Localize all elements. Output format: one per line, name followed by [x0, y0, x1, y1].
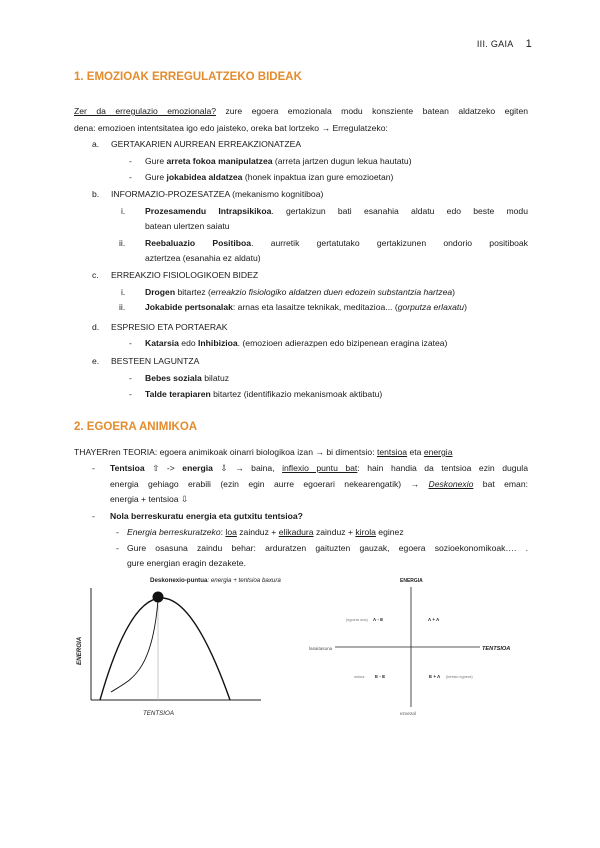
quadrant-top-label: ENERGIA — [400, 578, 423, 584]
quadrant-left-label: lasaitasuna — [309, 646, 333, 651]
energy-curve — [100, 598, 230, 700]
item-bii-line2: aztertzea (esanahia ez aldatu) — [145, 253, 261, 263]
item-bi-line1: Prozesamendu Intrapsikikoa. gertakizun bati esanahia aldatu edo beste modu — [145, 206, 528, 216]
item-bii-line1: Reebaluazio Positiboa. aurretik gertatutako gertakizunen ondorio positiboak — [145, 238, 528, 248]
q-bl-note: nekea — [354, 675, 365, 679]
q-bl-label: Ε - Ε — [375, 674, 386, 679]
section-2-title: 2. EGOERA ANIMIKOA — [74, 421, 198, 433]
item-c-title: ERREAKZIO FISIOLOGIKOEN BIDEZ — [111, 270, 259, 280]
quadrant-diagram — [309, 570, 520, 720]
item-e-title: BESTEEN LAGUNTZA — [111, 356, 200, 366]
page-header — [477, 38, 532, 50]
quadrant-bottom-label: ezoezal — [400, 711, 416, 716]
inflection-diagram — [70, 570, 281, 720]
item-b-title: INFORMAZIO-PROZESATZEA (mekanismo kognitiboa) — [111, 189, 324, 199]
s1-intro-line1: Zer da erregulazio emozionala? zure egoera emozionala modu konsziente batean aldatzeko egiten — [74, 106, 528, 116]
s2-intro: THAYERren TEORIA: egoera animikoak oinarri biologikoa izan → bi dimentsio: tentsioa eta energia — [74, 447, 453, 457]
quadrant-right-label: TENTSIOA — [482, 646, 511, 652]
q-br-note: (tentsio egoera) — [446, 675, 473, 679]
y-axis-label: ENERGIA — [76, 636, 83, 665]
q-tl-note: (egoera ona) — [346, 618, 368, 622]
page-number: 1 — [525, 38, 532, 50]
item-bi-line2: batean ulertzen saiatu — [145, 221, 230, 231]
inflection-point — [153, 592, 164, 603]
q-br-label: Ε + Λ — [429, 674, 441, 679]
item-ci: Drogen bitartez (erreakzio fisiologiko aldatzen duen edozein substantzia hartzea) — [145, 287, 456, 297]
q-tl-label: Λ - Ε — [373, 617, 384, 622]
item-d-title: ESPRESIO ETA PORTAERAK — [111, 322, 228, 332]
inflection-caption: Deskonexio-puntua: energia + tentsioa baxura — [150, 577, 281, 584]
s2-p2a: Energia berreskuratzeko: loa zainduz + elikadura zainduz + kirola eginez — [127, 527, 404, 537]
chapter-label: III. GAIA — [476, 39, 514, 49]
item-a1: Gure arreta fokoa manipulatzea (arreta jartzen dugun lekua hautatu) — [145, 156, 412, 166]
item-e2: Talde terapiaren bitartez (identifikazio mekanismoak aktibatu) — [145, 389, 383, 399]
x-axis-label: TENTSIOA — [143, 710, 174, 717]
item-cii: Jokabide pertsonalak: arnas eta lasaitze teknikak, meditazioa... (gorputza erlaxatu) — [145, 302, 467, 312]
s2-p2b-line2: gure energian eragin dezakete. — [127, 558, 246, 568]
s2-p1-line2: energia gehiago erabili (ezin egin aurre egoerari nekearengatik) → Deskonexio bat eman: — [110, 479, 528, 489]
s2-p1-line3: energia + tentsioa ⇩ — [110, 494, 189, 504]
q-tr-label: Λ + Λ — [428, 617, 440, 622]
item-a2: Gure jokabidea aldatzea (honek inpaktua izan gure emozioetan) — [145, 172, 394, 182]
item-e1: Bebes soziala bilatuz — [145, 373, 230, 383]
s2-p2-question: Nola berreskuratu energia eta gutxitu tentsioa? — [110, 511, 303, 521]
s1-intro-line2: dena: emozioen intentsitatea igo edo jaisteko, oreka bat lortzeko → Erregulatzeko: — [74, 123, 388, 133]
section-1-title: 1. EMOZIOAK ERREGULATZEKO BIDEAK — [74, 71, 302, 83]
intro-question: Zer da erregulazio emozionala? — [74, 106, 217, 116]
item-a-title: GERTAKARIEN AURREAN ERREAKZIONATZEA — [111, 139, 302, 149]
item-d1: Katarsia edo Inhibizioa. (emozioen adierazpen edo bizipenean eragina izatea) — [145, 338, 448, 348]
s2-p2b-line1: Gure osasuna zaindu behar: arduratzen gaituzten gauzak, egoera sozioekonomikoak…. . — [127, 543, 528, 553]
s2-p1-line1: Tentsioa ⇧ -> energia ⇩ → baina, inflexio puntu bat: hain handia da tentsioa ezin dugula — [110, 463, 528, 473]
